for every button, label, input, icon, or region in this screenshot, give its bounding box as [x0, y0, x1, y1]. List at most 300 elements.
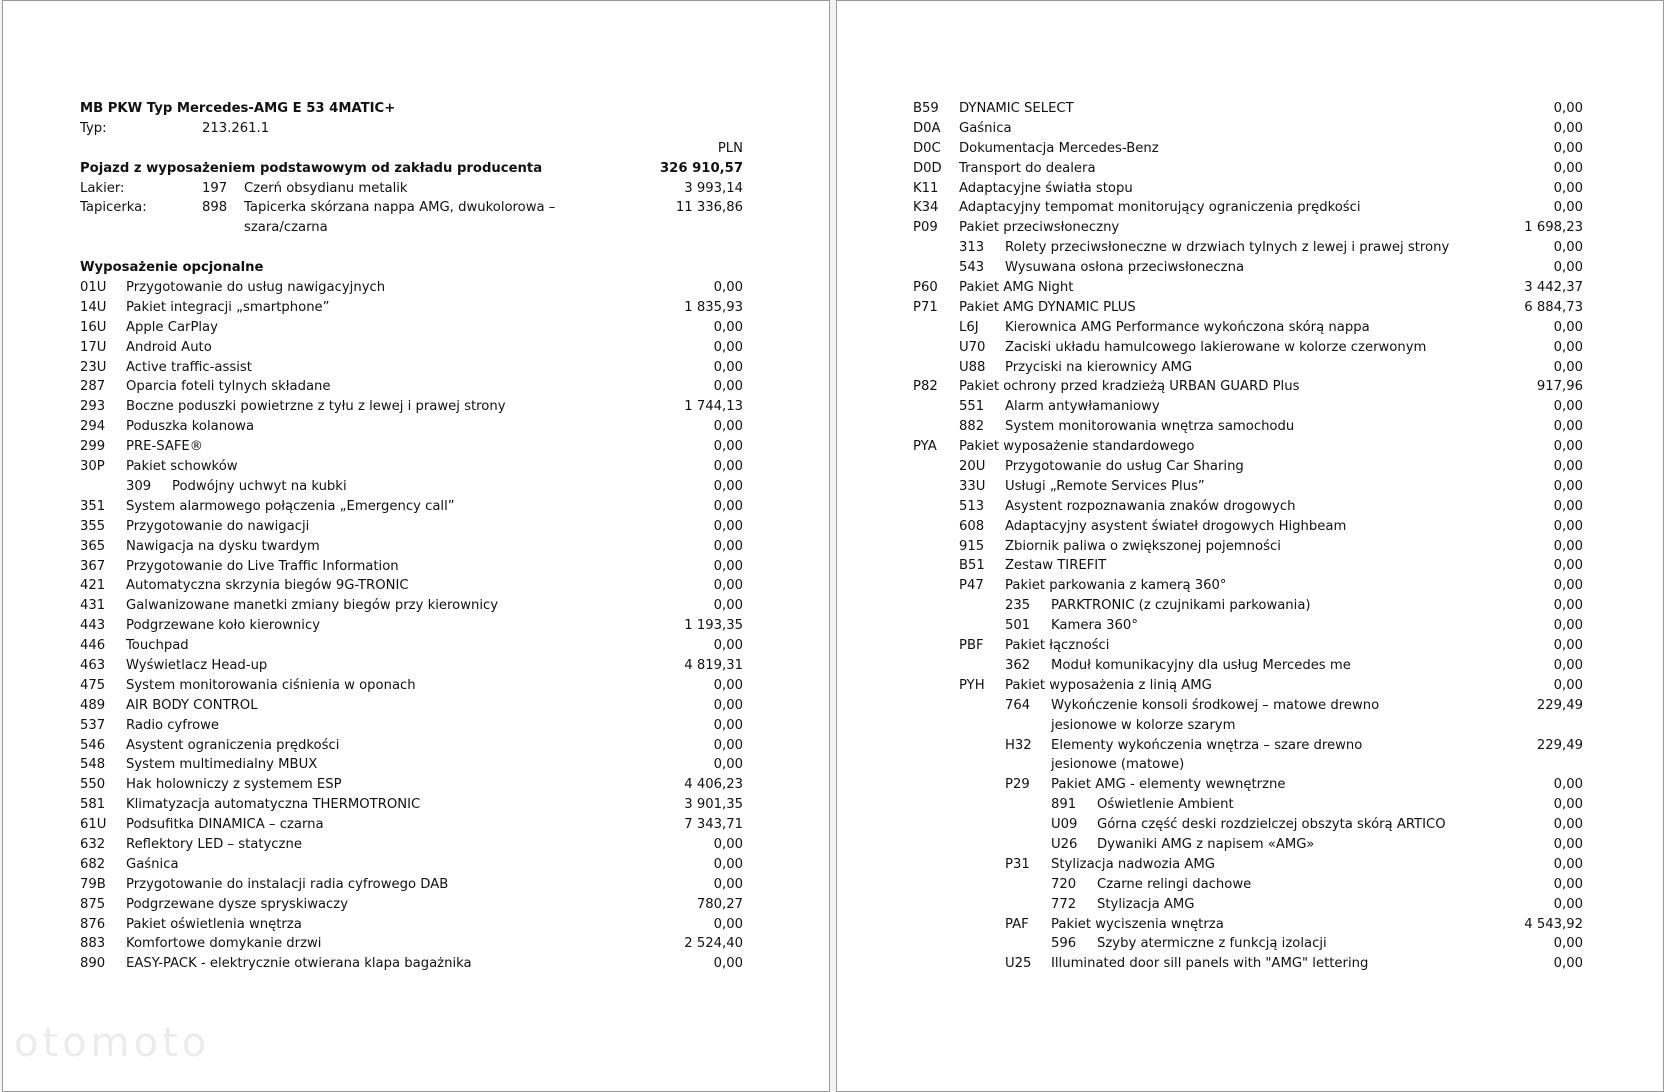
- option-code: B51: [959, 558, 985, 574]
- option-code: K11: [913, 180, 939, 196]
- option-row: [80, 576, 743, 596]
- option-row: [913, 258, 1583, 278]
- option-description: Moduł komunikacyjny dla usług Mercedes me: [1051, 657, 1351, 673]
- option-price: 0,00: [713, 339, 743, 355]
- option-row: [913, 417, 1583, 437]
- option-price: 0,00: [713, 737, 743, 753]
- model-title-text: MB PKW Typ Mercedes-AMG E 53 4MATIC+: [80, 101, 396, 116]
- option-code: PAF: [1005, 916, 1029, 932]
- option-price: 0,00: [713, 379, 743, 395]
- option-row: [80, 417, 743, 437]
- option-description: Przyciski na kierownicy AMG: [1005, 359, 1193, 375]
- option-description: Kamera 360°: [1051, 618, 1138, 634]
- option-price: 0,00: [713, 359, 743, 375]
- option-row: [913, 517, 1583, 537]
- option-description: Dywaniki AMG z napisem «AMG»: [1097, 836, 1315, 852]
- option-code: 891: [1051, 797, 1077, 813]
- option-row: [913, 218, 1583, 238]
- option-row: [913, 477, 1583, 497]
- option-price: 0,00: [713, 518, 743, 534]
- option-price: 0,00: [713, 697, 743, 713]
- option-code: 16U: [80, 319, 107, 335]
- option-code: U88: [959, 359, 986, 375]
- option-price: 0,00: [1553, 478, 1583, 494]
- option-row: [913, 119, 1583, 139]
- option-code: 890: [80, 956, 106, 972]
- option-code: 313: [959, 240, 985, 256]
- paint-code: 197: [202, 180, 228, 196]
- option-row: [80, 537, 743, 557]
- option-price: 0,00: [713, 677, 743, 693]
- option-code: K34: [913, 200, 939, 216]
- price-list-page-left: [2, 0, 830, 1092]
- option-price: 0,00: [713, 836, 743, 852]
- option-code: 772: [1051, 896, 1077, 912]
- option-description: Oświetlenie Ambient: [1097, 797, 1234, 813]
- option-description: System monitorowania ciśnienia w oponach: [126, 677, 416, 693]
- option-price: 0,00: [1553, 777, 1583, 793]
- option-description: Reflektory LED – statyczne: [126, 836, 302, 852]
- option-price: 3 901,35: [684, 797, 743, 813]
- option-price: 0,00: [713, 439, 743, 455]
- option-code: U26: [1051, 836, 1078, 852]
- option-row: [80, 497, 743, 517]
- option-row: [80, 915, 743, 935]
- option-row: [913, 736, 1583, 776]
- paint-label: Lakier:: [80, 180, 125, 196]
- option-description: PARKTRONIC (z czujnikami parkowania): [1051, 598, 1311, 614]
- option-price: 0,00: [713, 558, 743, 574]
- option-code: 489: [80, 697, 106, 713]
- option-row: [80, 815, 743, 835]
- option-code: P71: [913, 299, 938, 315]
- option-price: 0,00: [1553, 260, 1583, 276]
- options-list-continued: [913, 99, 1583, 974]
- option-price: 0,00: [1553, 797, 1583, 813]
- option-description: Gaśnica: [959, 120, 1012, 136]
- option-price: 0,00: [1553, 936, 1583, 952]
- option-description: Podgrzewane dysze spryskiwaczy: [126, 896, 349, 912]
- option-description: Touchpad: [126, 638, 189, 654]
- option-description: Górna część deski rozdzielczej obszyta skórą ARTICO: [1097, 817, 1446, 833]
- option-price: 0,00: [713, 856, 743, 872]
- option-description: Stylizacja AMG: [1097, 896, 1195, 912]
- option-price: 4 543,92: [1524, 916, 1583, 932]
- option-price: 0,00: [1553, 956, 1583, 972]
- option-code: 365: [80, 538, 106, 554]
- option-description: Radio cyfrowe: [126, 717, 220, 733]
- option-description: Boczne poduszki powietrzne z tyłu z lewej i prawej strony: [126, 399, 506, 415]
- option-code: D0C: [913, 140, 941, 156]
- option-row: [80, 934, 743, 954]
- option-description: Klimatyzacja automatyczna THERMOTRONIC: [126, 797, 421, 813]
- option-code: P47: [959, 578, 984, 594]
- option-price: 0,00: [1553, 538, 1583, 554]
- option-description: Asystent ograniczenia prędkości: [126, 737, 340, 753]
- option-description: Elementy wykończenia wnętrza – szare drewno jesionowe (matowe): [1051, 737, 1363, 773]
- option-row: [913, 596, 1583, 616]
- option-price: 0,00: [713, 578, 743, 594]
- option-code: 421: [80, 578, 106, 594]
- option-row: [913, 835, 1583, 855]
- option-price: 0,00: [1553, 896, 1583, 912]
- option-price: 0,00: [1553, 120, 1583, 136]
- type-value: 213.261.1: [202, 120, 270, 136]
- option-description: Gaśnica: [126, 856, 179, 872]
- option-price: 0,00: [1553, 459, 1583, 475]
- option-code: 294: [80, 419, 106, 435]
- option-description: Active traffic-assist: [126, 359, 252, 375]
- type-row: [80, 119, 743, 139]
- option-price: 917,96: [1536, 379, 1583, 395]
- option-row: [913, 855, 1583, 875]
- option-price: 4 406,23: [684, 777, 743, 793]
- option-code: 299: [80, 439, 106, 455]
- upholstery-description: Tapicerka skórzana nappa AMG, dwukolorowa – szara/czarna: [244, 200, 556, 236]
- option-description: Usługi „Remote Services Plus”: [1005, 478, 1205, 494]
- upholstery-label: Tapicerka:: [80, 200, 147, 216]
- option-price: 0,00: [713, 638, 743, 654]
- option-row: [913, 795, 1583, 815]
- option-code: 01U: [80, 280, 107, 296]
- option-description: Podgrzewane koło kierownicy: [126, 618, 320, 634]
- option-row: [80, 775, 743, 795]
- option-row: [80, 437, 743, 457]
- option-price: 229,49: [1536, 697, 1583, 713]
- option-code: 543: [959, 260, 985, 276]
- option-price: 6 884,73: [1524, 299, 1583, 315]
- option-description: Oparcia foteli tylnych składane: [126, 379, 331, 395]
- option-price: 0,00: [1553, 498, 1583, 514]
- option-row: [80, 596, 743, 616]
- option-code: 915: [959, 538, 985, 554]
- option-description: Zbiornik paliwa o zwiększonej pojemności: [1005, 538, 1281, 554]
- option-description: Adaptacyjny asystent świateł drogowych Highbeam: [1005, 518, 1347, 534]
- option-code: 367: [80, 558, 106, 574]
- option-code: PYH: [959, 677, 985, 693]
- option-description: System monitorowania wnętrza samochodu: [1005, 419, 1295, 435]
- option-row: [913, 616, 1583, 636]
- option-price: 0,00: [1553, 240, 1583, 256]
- option-description: Galwanizowane manetki zmiany biegów przy kierownicy: [126, 598, 499, 614]
- option-price: 0,00: [1553, 856, 1583, 872]
- option-row: [80, 557, 743, 577]
- option-price: 1 835,93: [684, 299, 743, 315]
- option-description: Pakiet integracji „smartphone”: [126, 299, 330, 315]
- option-price: 4 819,31: [684, 657, 743, 673]
- option-code: 355: [80, 518, 106, 534]
- option-description: Pakiet wyposażenia z linią AMG: [1005, 677, 1212, 693]
- option-price: 0,00: [1553, 558, 1583, 574]
- paint-row: [80, 179, 743, 199]
- upholstery-price: 11 336,86: [675, 200, 743, 216]
- option-description: Pakiet wyciszenia wnętrza: [1051, 916, 1224, 932]
- option-row: [80, 755, 743, 775]
- option-description: Apple CarPlay: [126, 319, 218, 335]
- option-price: 0,00: [713, 876, 743, 892]
- option-code: 764: [1005, 697, 1031, 713]
- option-price: 0,00: [713, 319, 743, 335]
- option-row: [80, 358, 743, 378]
- option-price: 0,00: [1553, 657, 1583, 673]
- option-row: [80, 477, 743, 497]
- option-code: P60: [913, 280, 938, 296]
- option-row: [80, 676, 743, 696]
- option-description: Pakiet wyposażenie standardowego: [959, 439, 1195, 455]
- option-code: D0A: [913, 120, 941, 136]
- option-row: [80, 656, 743, 676]
- option-code: 446: [80, 638, 106, 654]
- option-row: [913, 497, 1583, 517]
- option-price: 0,00: [1553, 101, 1583, 116]
- option-price: 0,00: [713, 459, 743, 475]
- currency-row: [80, 139, 743, 159]
- option-row: [913, 775, 1583, 795]
- option-code: 546: [80, 737, 106, 753]
- option-row: [80, 278, 743, 298]
- option-price: 0,00: [1553, 439, 1583, 455]
- option-price: 0,00: [1553, 578, 1583, 594]
- option-description: Czarne relingi dachowe: [1097, 876, 1252, 892]
- option-description: Poduszka kolanowa: [126, 419, 255, 435]
- base-vehicle-label: Pojazd z wyposażeniem podstawowym od zakładu producenta: [80, 160, 543, 176]
- base-vehicle-price: 326 910,57: [659, 160, 743, 176]
- option-code: 720: [1051, 876, 1077, 892]
- option-row: [913, 278, 1583, 298]
- option-row: [913, 198, 1583, 218]
- option-description: Nawigacja na dysku twardym: [126, 538, 320, 554]
- option-code: 550: [80, 777, 106, 793]
- option-code: 17U: [80, 339, 107, 355]
- option-row: [80, 835, 743, 855]
- option-row: [80, 457, 743, 477]
- option-description: Stylizacja nadwozia AMG: [1051, 856, 1216, 872]
- option-row: [80, 636, 743, 656]
- option-row: [913, 437, 1583, 457]
- option-code: 61U: [80, 817, 107, 833]
- option-price: 0,00: [713, 598, 743, 614]
- option-row: [913, 934, 1583, 954]
- option-row: [913, 676, 1583, 696]
- option-code: 883: [80, 936, 106, 952]
- option-row: [913, 895, 1583, 915]
- option-code: 551: [959, 399, 985, 415]
- option-row: [913, 397, 1583, 417]
- option-row: [80, 377, 743, 397]
- option-price: 0,00: [1553, 876, 1583, 892]
- option-price: 0,00: [1553, 319, 1583, 335]
- option-code: 362: [1005, 657, 1031, 673]
- option-row: [913, 99, 1583, 119]
- option-code: 548: [80, 757, 106, 773]
- option-code: 608: [959, 518, 985, 534]
- option-description: Asystent rozpoznawania znaków drogowych: [1005, 498, 1296, 514]
- option-code: 287: [80, 379, 106, 395]
- option-price: 0,00: [1553, 836, 1583, 852]
- option-row: [913, 576, 1583, 596]
- options-list: [80, 278, 743, 974]
- option-description: Pakiet AMG Night: [959, 280, 1074, 296]
- option-row: [913, 556, 1583, 576]
- option-code: B59: [913, 101, 939, 116]
- option-price: 2 524,40: [684, 936, 743, 952]
- option-code: 581: [80, 797, 106, 813]
- option-row: [80, 298, 743, 318]
- option-description: DYNAMIC SELECT: [959, 101, 1074, 116]
- option-description: Przygotowanie do usług Car Sharing: [1005, 459, 1244, 475]
- option-code: 235: [1005, 598, 1031, 614]
- option-description: Alarm antywłamaniowy: [1005, 399, 1160, 415]
- option-row: [913, 338, 1583, 358]
- option-description: Pakiet schowków: [126, 459, 238, 475]
- option-description: Podwójny uchwyt na kubki: [172, 478, 347, 494]
- option-price: 1 193,35: [684, 618, 743, 634]
- spacer: [80, 238, 743, 258]
- option-description: EASY-PACK - elektrycznie otwierana klapa bagażnika: [126, 956, 472, 972]
- option-row: [913, 358, 1583, 378]
- option-code: P29: [1005, 777, 1030, 793]
- option-code: 632: [80, 836, 106, 852]
- option-row: [80, 318, 743, 338]
- model-title: [80, 99, 743, 119]
- option-code: 14U: [80, 299, 107, 315]
- option-description: Przygotowanie do Live Traffic Information: [126, 558, 399, 574]
- option-description: Pakiet AMG - elementy wewnętrzne: [1051, 777, 1286, 793]
- option-description: Wykończenie konsoli środkowej – matowe drewno jesionowe w kolorze szarym: [1051, 697, 1380, 733]
- option-description: Adaptacyjny tempomat monitorujący ograniczenia prędkości: [959, 200, 1361, 216]
- option-row: [80, 696, 743, 716]
- option-code: 23U: [80, 359, 107, 375]
- option-code: 293: [80, 399, 106, 415]
- option-row: [913, 954, 1583, 974]
- option-price: 0,00: [1553, 618, 1583, 634]
- options-heading-text: Wyposażenie opcjonalne: [80, 260, 264, 276]
- option-code: 501: [1005, 618, 1031, 634]
- option-description: Dokumentacja Mercedes-Benz: [959, 140, 1159, 156]
- option-row: [80, 517, 743, 537]
- option-code: 30P: [80, 459, 105, 475]
- option-code: 20U: [959, 459, 986, 475]
- option-code: D0D: [913, 160, 942, 176]
- option-row: [913, 915, 1583, 935]
- option-code: 443: [80, 618, 106, 634]
- type-label: Typ:: [80, 120, 107, 136]
- option-description: Pakiet AMG DYNAMIC PLUS: [959, 299, 1136, 315]
- option-description: Adaptacyjne światła stopu: [959, 180, 1133, 196]
- option-description: Pakiet oświetlenia wnętrza: [126, 916, 302, 932]
- option-code: P09: [913, 220, 938, 236]
- option-code: 876: [80, 916, 106, 932]
- option-price: 0,00: [1553, 140, 1583, 156]
- option-code: H32: [1005, 737, 1032, 753]
- option-row: [913, 696, 1583, 736]
- option-code: L6J: [959, 319, 979, 335]
- option-code: 875: [80, 896, 106, 912]
- option-row: [80, 716, 743, 736]
- option-price: 0,00: [1553, 180, 1583, 196]
- option-description: Kierownica AMG Performance wykończona skórą nappa: [1005, 319, 1370, 335]
- option-row: [913, 238, 1583, 258]
- option-code: 309: [126, 478, 152, 494]
- option-price: 0,00: [1553, 200, 1583, 216]
- option-description: Pakiet ochrony przed kradzieżą URBAN GUARD Plus: [959, 379, 1300, 395]
- option-code: 596: [1051, 936, 1077, 952]
- option-description: Pakiet przeciwsłoneczny: [959, 220, 1120, 236]
- option-price: 0,00: [1553, 638, 1583, 654]
- option-description: Zestaw TIREFIT: [1005, 558, 1107, 574]
- option-code: U25: [1005, 956, 1032, 972]
- option-row: [80, 875, 743, 895]
- option-price: 0,00: [1553, 518, 1583, 534]
- option-price: 0,00: [1553, 677, 1583, 693]
- option-row: [80, 954, 743, 974]
- option-price: 0,00: [713, 717, 743, 733]
- option-price: 0,00: [713, 538, 743, 554]
- option-price: 0,00: [713, 757, 743, 773]
- option-price: 7 343,71: [684, 817, 743, 833]
- option-code: U09: [1051, 817, 1078, 833]
- option-code: 351: [80, 498, 106, 514]
- option-row: [913, 537, 1583, 557]
- option-code: P31: [1005, 856, 1030, 872]
- option-description: Rolety przeciwsłoneczne w drzwiach tylnych z lewej i prawej strony: [1005, 240, 1450, 256]
- base-vehicle-row: [80, 159, 743, 179]
- option-price: 3 442,37: [1524, 280, 1583, 296]
- option-price: 0,00: [1553, 598, 1583, 614]
- option-description: Komfortowe domykanie drzwi: [126, 936, 322, 952]
- paint-description: Czerń obsydianu metalik: [244, 180, 408, 196]
- option-row: [913, 179, 1583, 199]
- option-code: 79B: [80, 876, 106, 892]
- option-row: [80, 397, 743, 417]
- option-price: 0,00: [1553, 399, 1583, 415]
- option-description: Transport do dealera: [959, 160, 1096, 176]
- option-price: 0,00: [1553, 817, 1583, 833]
- option-price: 1 744,13: [684, 399, 743, 415]
- option-price: 0,00: [1553, 339, 1583, 355]
- option-code: U70: [959, 339, 986, 355]
- option-row: [913, 815, 1583, 835]
- option-row: [913, 875, 1583, 895]
- option-row: [913, 298, 1583, 318]
- option-description: Wyświetlacz Head-up: [126, 657, 268, 673]
- options-heading: [80, 258, 743, 278]
- option-row: [913, 159, 1583, 179]
- option-price: 1 698,23: [1524, 220, 1583, 236]
- option-description: Przygotowanie do usług nawigacyjnych: [126, 280, 386, 296]
- option-code: 682: [80, 856, 106, 872]
- option-description: System multimedialny MBUX: [126, 757, 318, 773]
- option-code: 537: [80, 717, 106, 733]
- option-row: [80, 895, 743, 915]
- option-description: Pakiet parkowania z kamerą 360°: [1005, 578, 1227, 594]
- option-description: Przygotowanie do nawigacji: [126, 518, 310, 534]
- option-price: 0,00: [713, 419, 743, 435]
- upholstery-code: 898: [202, 200, 228, 216]
- option-row: [80, 616, 743, 636]
- option-code: 463: [80, 657, 106, 673]
- option-row: [80, 736, 743, 756]
- price-list-page-right: [836, 0, 1664, 1092]
- option-price: 0,00: [1553, 419, 1583, 435]
- option-description: AIR BODY CONTROL: [126, 697, 258, 713]
- option-row: [80, 338, 743, 358]
- option-code: P82: [913, 379, 938, 395]
- option-row: [80, 855, 743, 875]
- option-code: 882: [959, 419, 985, 435]
- option-description: PRE-SAFE®: [126, 439, 203, 455]
- option-description: Hak holowniczy z systemem ESP: [126, 777, 342, 793]
